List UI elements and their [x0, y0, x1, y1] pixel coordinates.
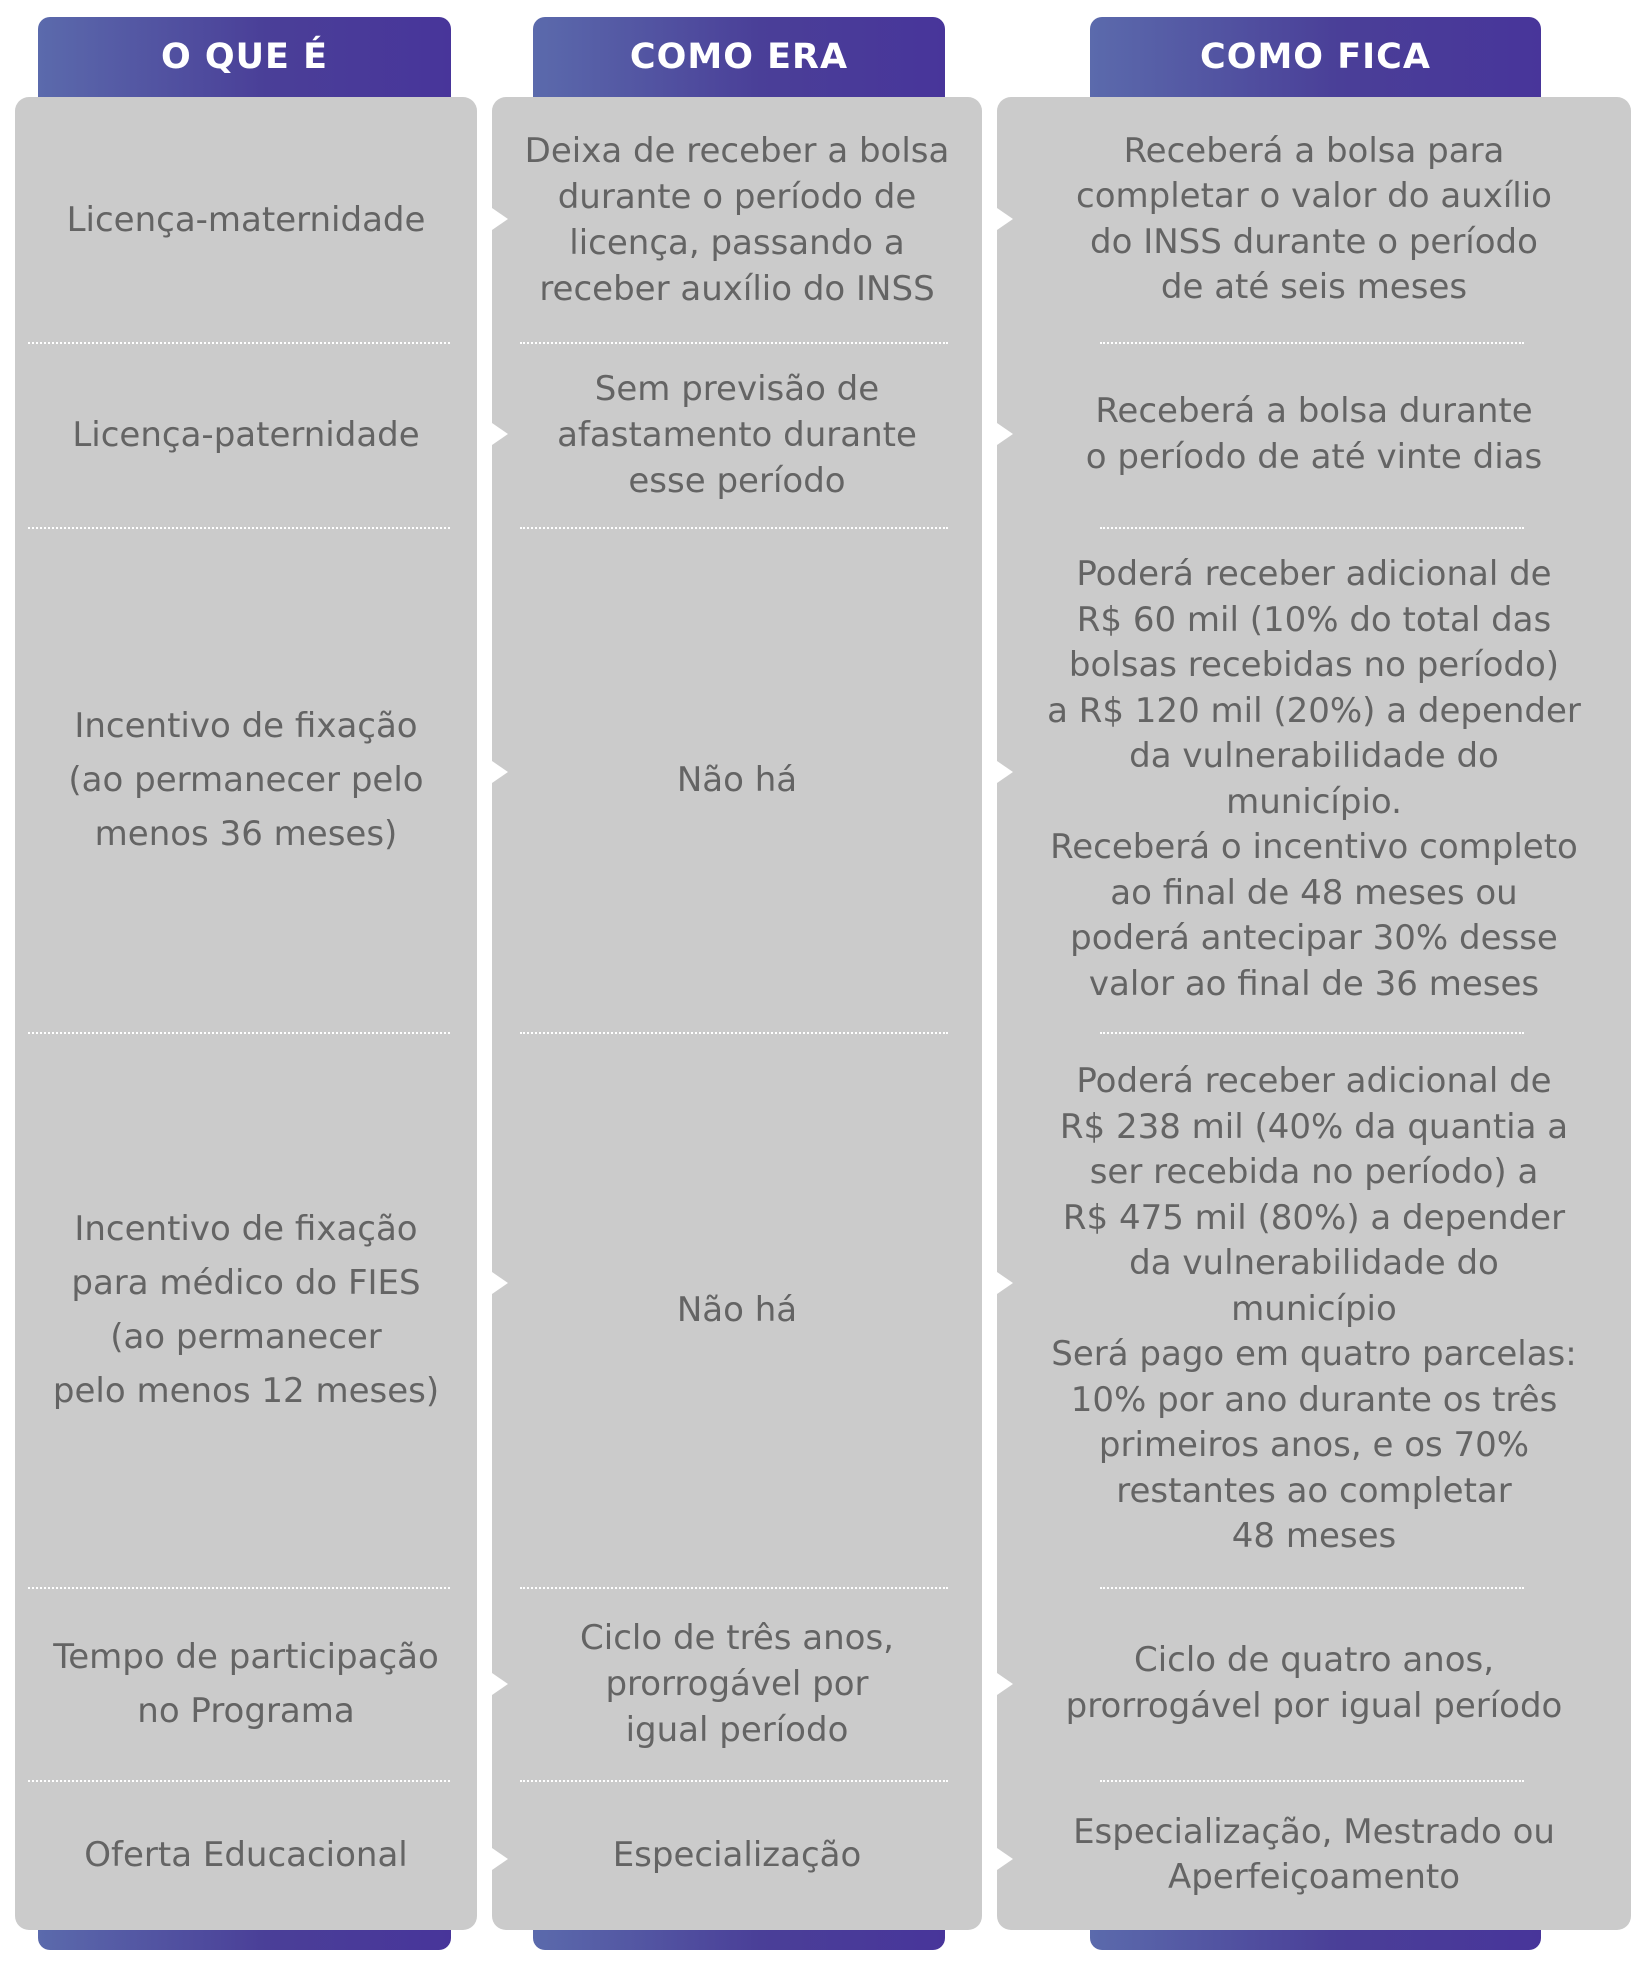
row-separator [28, 1032, 450, 1034]
row-separator [520, 527, 948, 529]
row-separator [1100, 527, 1524, 529]
row-4-before: Não há [676, 1289, 798, 1330]
row-separator [1100, 1032, 1524, 1034]
arrow-right-icon [492, 208, 508, 230]
arrow-right-icon [997, 761, 1013, 783]
row-5-after: Ciclo de quatro anos, prorrogável por igual período [1065, 1640, 1563, 1726]
arrow-right-icon [997, 1272, 1013, 1294]
row-4-what: Incentivo de fixação para médico do FIES (ao permanecer pelo menos 12 meses) [52, 1208, 440, 1411]
row-3-what: Incentivo de fixação (ao permanecer pelo menos 36 meses) [68, 705, 424, 854]
arrow-right-icon [492, 1673, 508, 1695]
row-separator [1100, 342, 1524, 344]
arrow-right-icon [492, 1272, 508, 1294]
row-4-after: Poderá receber adicional de R$ 238 mil (40% da quantia a ser recebida no período) a R$ 475 mil (80%) a depender da vulnerabilidade do município Será pago em quatro parcelas: 10% por ano durante os três primeiros anos, e os 70% restantes ao completar 48 meses [1051, 1061, 1577, 1557]
arrow-right-icon [492, 1848, 508, 1870]
row-1-after: Receberá a bolsa para completar o valor do auxílio do INSS durante o período de até seis meses [1076, 130, 1552, 307]
row-separator [28, 527, 450, 529]
row-2-before: Sem previsão de afastamento durante esse período [557, 368, 917, 501]
row-5-before: Ciclo de três anos, prorrogável por igual período [580, 1617, 894, 1750]
row-separator [1100, 1780, 1524, 1782]
arrow-right-icon [997, 423, 1013, 445]
row-2-what: Licença-paternidade [72, 414, 420, 455]
row-5-what: Tempo de participação no Programa [53, 1636, 439, 1731]
row-separator [28, 1587, 450, 1589]
row-6-what: Oferta Educacional [84, 1835, 408, 1875]
header-como-era: COMO ERA [533, 17, 945, 97]
header-o-que-e: O QUE É [38, 17, 451, 97]
row-separator [520, 1780, 948, 1782]
row-6-before: Especialização [612, 1835, 862, 1875]
row-3-before: Não há [676, 759, 798, 800]
row-3-after: Poderá receber adicional de R$ 60 mil (10% do total das bolsas recebidas no período) a R$ 120 mil (20%) a depender da vulnerabilidade do município. Receberá o incentivo completo ao final de 48 meses ou poderá antecipar 30% desse valor ao final de 36 meses [1047, 554, 1581, 1004]
arrow-right-icon [492, 761, 508, 783]
arrow-right-icon [492, 423, 508, 445]
row-separator [1100, 1587, 1524, 1589]
row-separator [28, 1780, 450, 1782]
row-1-what: Licença-maternidade [66, 199, 426, 240]
row-separator [520, 1587, 948, 1589]
row-separator [520, 1032, 948, 1034]
arrow-right-icon [997, 208, 1013, 230]
row-6-after: Especialização, Mestrado ou Aperfeiçoamento [1073, 1811, 1555, 1897]
row-separator [28, 342, 450, 344]
header-como-fica: COMO FICA [1090, 17, 1541, 97]
arrow-right-icon [997, 1673, 1013, 1695]
row-separator [520, 342, 948, 344]
row-1-before: Deixa de receber a bolsa durante o período de licença, passando a receber auxílio do INSS [524, 130, 950, 309]
arrow-right-icon [997, 1848, 1013, 1870]
row-2-after: Receberá a bolsa durante o período de até vinte dias [1085, 391, 1543, 477]
